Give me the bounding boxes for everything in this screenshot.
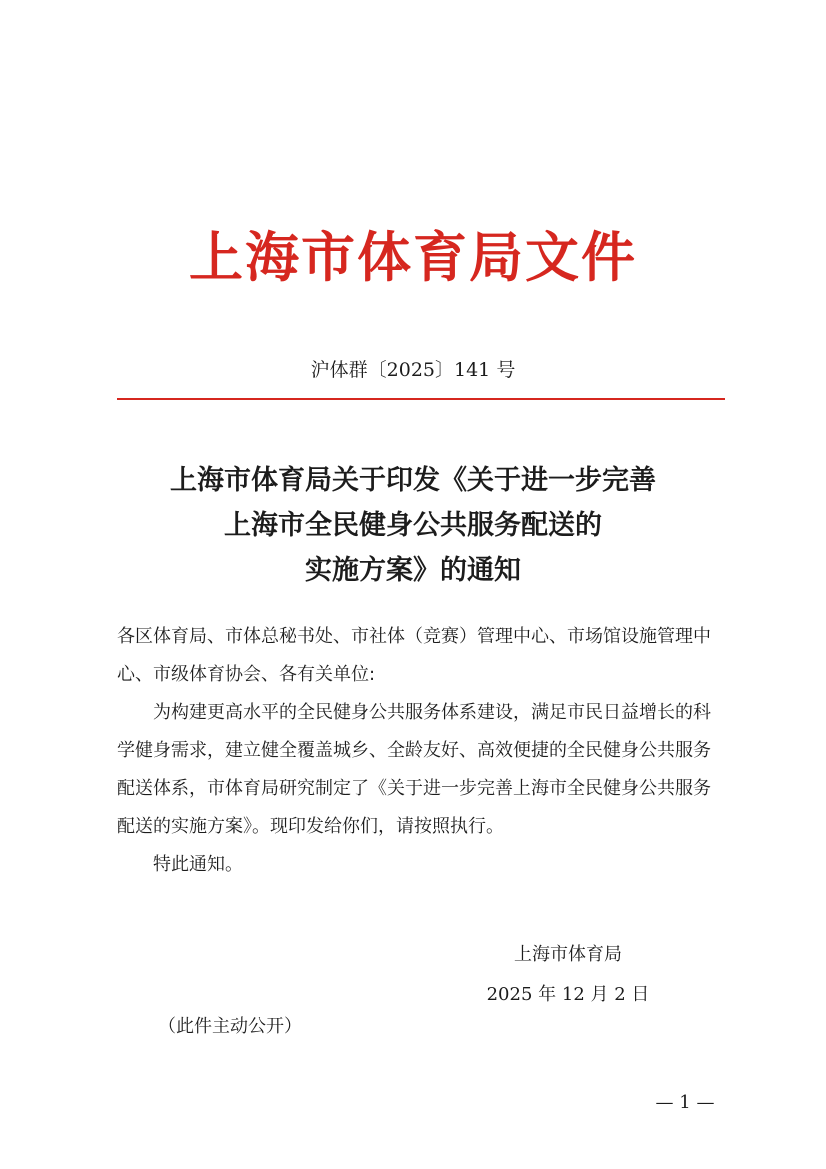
disclosure-note: （此件主动公开） (158, 1016, 302, 1037)
issuer-heading: 上海市体育局文件 (189, 225, 637, 289)
signature-date: 2025 年 12 月 2 日 (486, 984, 650, 1005)
title-line-2: 上海市全民健身公共服务配送的 (224, 510, 602, 541)
addressee: 各区体育局、市体总秘书处、市社体（竞赛）管理中心、市场馆设施管理中心、市级体育协会、各有关单位: (117, 626, 711, 685)
document-body (117, 618, 727, 884)
document-title (0, 458, 826, 593)
title-line-3: 实施方案》的通知 (305, 555, 521, 586)
body-paragraph: 为构建更高水平的全民健身公共服务体系建设，满足市民日益增长的科学健身需求，建立健全覆盖城乡、全龄友好、高效便捷的全民健身公共服务配送体系，市体育局研究制定了《关于进一步完善上海市全民健身公共服务配送的实施方案》。现印发给你们，请按照执行。 (117, 702, 711, 837)
closing-line: 特此通知。 (153, 854, 243, 875)
document-number: 沪体群〔2025〕141 号 (310, 359, 516, 381)
red-separator-line (117, 398, 725, 400)
page-number: — 1 — (655, 1092, 715, 1113)
title-line-1: 上海市体育局关于印发《关于进一步完善 (170, 465, 656, 496)
signer-name: 上海市体育局 (514, 944, 622, 965)
